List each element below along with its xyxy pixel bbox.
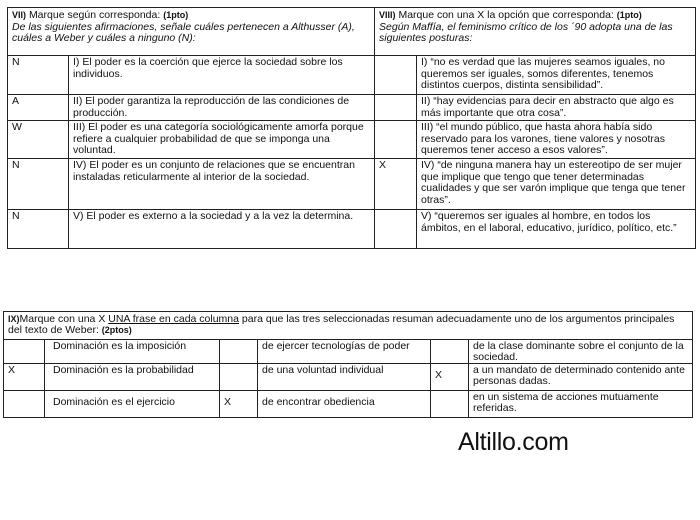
statement-text: IV) “de ninguna manera hay un estereotipo de ser mujer que implique que tengo que tener determinadas cualidades y que ser varón implique que tenga que tener otras”. xyxy=(417,159,696,210)
answer-mark[interactable]: N xyxy=(8,56,69,95)
answer-mark[interactable]: W xyxy=(8,121,69,159)
question-9-table xyxy=(3,311,693,418)
column-2-mark[interactable] xyxy=(220,364,258,391)
statement-text: V) “queremos ser iguales al hombre, en todos los ámbitos, en el laboral, educativo, jurídico, político, etc.” xyxy=(417,210,696,249)
answer-mark[interactable] xyxy=(375,210,417,249)
column-2-mark[interactable] xyxy=(220,340,258,364)
column-2-phrase: de ejercer tecnologías de poder xyxy=(258,340,431,364)
statement-text: V) El poder es externo a la sociedad y a la vez la determina. xyxy=(69,210,375,249)
column-1-phrase: Dominación es el ejercicio xyxy=(45,391,220,418)
column-1-mark[interactable] xyxy=(4,391,45,418)
section-9-number: IX) xyxy=(8,314,20,324)
statement-text: I) “no es verdad que las mujeres seamos iguales, no queremos ser iguales, somos diferentes, tenemos distintos cuerpos, distinta sensibilidad”. xyxy=(417,56,696,95)
answer-mark[interactable]: N xyxy=(8,210,69,249)
column-3-mark[interactable] xyxy=(431,340,469,364)
column-2-phrase: de una voluntad individual xyxy=(258,364,431,391)
column-3-phrase: de la clase dominante sobre el conjunto de la sociedad. xyxy=(469,340,693,364)
column-1-phrase: Dominación es la probabilidad xyxy=(45,364,220,391)
section-8-header xyxy=(375,8,696,56)
table-row xyxy=(8,121,696,159)
section-9-instruction-a: Marque con una X xyxy=(19,313,109,325)
column-1-mark[interactable]: X xyxy=(4,364,45,391)
table-row xyxy=(4,364,693,391)
table-row xyxy=(8,56,696,95)
section-8-number: VIII) xyxy=(379,10,396,20)
section-7-number: VII) xyxy=(12,10,27,20)
answer-mark[interactable] xyxy=(375,121,417,159)
answer-mark[interactable]: N xyxy=(8,159,69,210)
column-3-phrase: a un mandato de determinado contenido ante personas dadas. xyxy=(469,364,693,391)
column-3-mark[interactable]: X xyxy=(431,364,469,391)
table-row xyxy=(4,340,693,364)
altillo-logo: Altillo.com xyxy=(458,428,569,456)
statement-text: II) El poder garantiza la reproducción de las condiciones de producción. xyxy=(69,95,375,121)
column-3-mark[interactable] xyxy=(431,391,469,418)
section-7-subtext: De las siguientes afirmaciones, señale cuáles pertenecen a Althusser (A), cuáles a Weber y cuáles a ninguno (N): xyxy=(12,20,355,44)
column-3-phrase: en un sistema de acciones mutuamente referidas. xyxy=(469,391,693,418)
column-2-mark[interactable]: X xyxy=(220,391,258,418)
column-2-phrase: de encontrar obediencia xyxy=(258,391,431,418)
section-9-header xyxy=(4,312,693,340)
column-1-mark[interactable] xyxy=(4,340,45,364)
answer-mark[interactable] xyxy=(375,95,417,121)
column-1-phrase: Dominación es la imposición xyxy=(45,340,220,364)
statement-text: I) El poder es la coerción que ejerce la sociedad sobre los individuos. xyxy=(69,56,375,95)
section-8-instruction: Marque con una X la opción que corresponda: xyxy=(398,9,614,21)
section-9-instruction-underlined: UNA frase en cada columna xyxy=(108,313,239,325)
answer-mark[interactable]: X xyxy=(375,159,417,210)
answer-mark[interactable]: A xyxy=(8,95,69,121)
table-row xyxy=(8,159,696,210)
section-8-subtext: Según Maffía, el feminismo crítico de los ´90 adopta una de las siguientes posturas: xyxy=(379,20,673,44)
section-9-points: (2ptos) xyxy=(101,325,132,335)
statement-text: II) “hay evidencias para decir en abstracto que algo es más importante que otra cosa”. xyxy=(417,95,696,121)
section-7-instruction: Marque según corresponda: xyxy=(28,9,161,21)
questions-7-8-table xyxy=(7,7,696,249)
section-9-instruction-b: para que las tres seleccionadas resuman adecuadamente uno de los argumentos principales del texto de Weber: xyxy=(8,313,675,336)
answer-mark[interactable] xyxy=(375,56,417,95)
section-7-points: (1pto) xyxy=(163,10,189,20)
statement-text: IV) El poder es un conjunto de relaciones que se encuentran instaladas reticularmente al interior de la sociedad. xyxy=(69,159,375,210)
table-row xyxy=(4,391,693,418)
section-7-header xyxy=(8,8,375,56)
statement-text: III) “el mundo público, que hasta ahora había sido reservado para los varones, tiene valores y nosotras queremos tener acceso a esos valores”. xyxy=(417,121,696,159)
table-row xyxy=(8,210,696,249)
section-8-points: (1pto) xyxy=(616,10,642,20)
statement-text: III) El poder es una categoría sociológicamente amorfa porque refiere a cualquier probabilidad de que se imponga una voluntad. xyxy=(69,121,375,159)
table-row xyxy=(8,95,696,121)
